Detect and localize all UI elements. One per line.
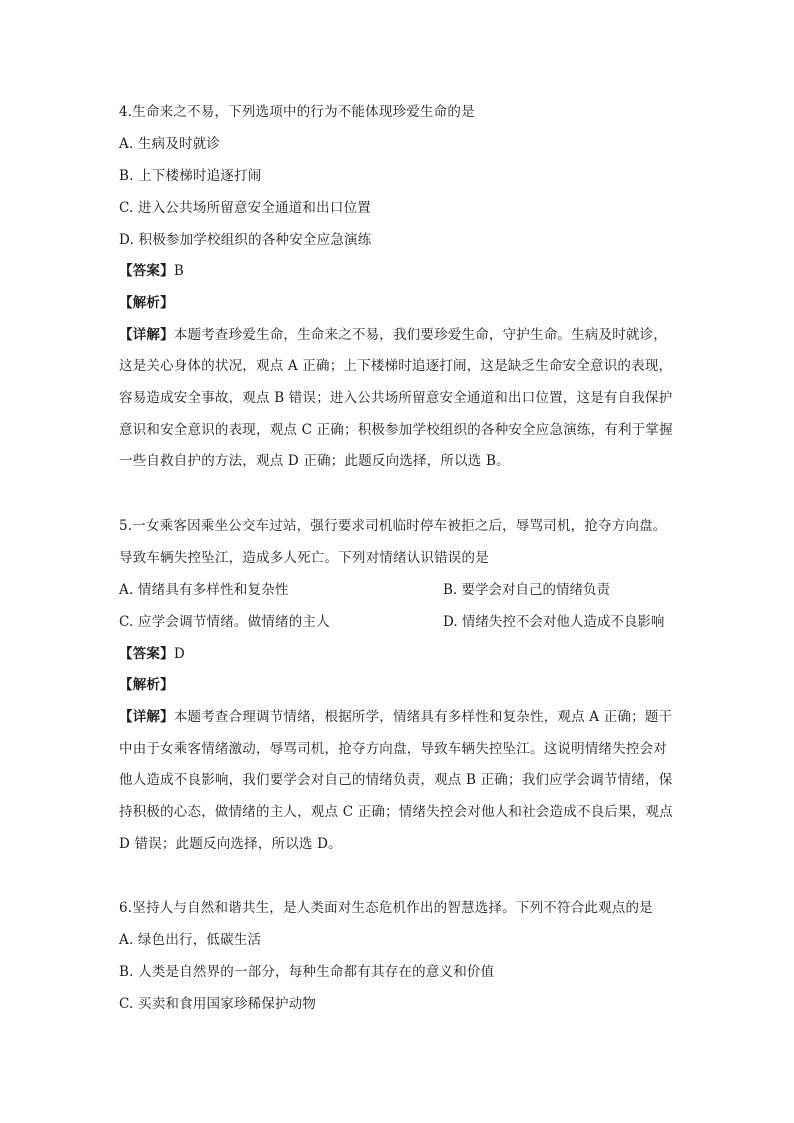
q5-answer xyxy=(119,644,185,664)
q4-analysis-label: 【解析】 xyxy=(119,295,174,311)
q5-option-b: B. 要学会对自己的情绪负责 xyxy=(443,582,611,598)
q4-option-b: B. 上下楼梯时追逐打闹 xyxy=(119,168,262,184)
q4-answer xyxy=(119,261,184,281)
q4-option-c: C. 进入公共场所留意安全通道和出口位置 xyxy=(119,200,371,216)
q4-detail-line-2: 这是关心身体的状况，观点 A 正确；上下楼梯时追逐打闹，这是缺乏生命安全意识的表现， xyxy=(119,358,673,374)
q4-detail-line-1: 【详解】本题考查珍爱生命，生命来之不易，我们要珍爱生命，守护生命。生病及时就诊， xyxy=(119,327,668,343)
q5-analysis-label: 【解析】 xyxy=(119,677,174,693)
q6-stem: 6.坚持人与自然和谐共生，是人类面对生态危机作出的智慧选择。下列不符合此观点的是 xyxy=(119,900,653,916)
q5-detail-line-5: D 错误；此题反向选择，所以选 D。 xyxy=(119,836,342,852)
q4-detail-line-4: 意识和安全意识的表现，观点 C 正确；积极参加学校组织的各种安全应急演练，有利于掌握 xyxy=(119,422,673,438)
q5-detail-line-1: 【详解】本题考查合理调节情绪，根据所学，情绪具有多样性和复杂性，观点 A 正确；题干 xyxy=(119,709,673,725)
q6-option-c: C. 买卖和食用国家珍稀保护动物 xyxy=(119,996,317,1012)
q5-detail-line-4: 持积极的心态，做情绪的主人，观点 C 正确；情绪失控会对他人和社会造成不良后果，观点 xyxy=(119,804,673,820)
q4-option-d: D. 积极参加学校组织的各种安全应急演练 xyxy=(119,232,372,248)
q4-answer-value: B xyxy=(173,263,184,279)
q4-option-a: A. 生病及时就诊 xyxy=(119,136,221,152)
q5-answer-value: D xyxy=(173,646,185,662)
q4-detail-line-3: 容易造成安全事故，观点 B 错误；进入公共场所留意安全通道和出口位置，这是有自我保护 xyxy=(119,390,673,406)
q4-stem: 4.生命来之不易，下列选项中的行为不能体现珍爱生命的是 xyxy=(119,104,475,120)
q5-detail-line-3: 他人造成不良影响，我们要学会对自己的情绪负责，观点 B 正确；我们应学会调节情绪，保 xyxy=(119,772,673,788)
q5-option-d: D. 情绪失控不会对他人造成不良影响 xyxy=(443,614,665,630)
q5-stem-line-1: 5.一女乘客因乘坐公交车过站，强行要求司机临时停车被拒之后，辱骂司机，抢夺方向盘。 xyxy=(119,518,667,534)
q5-detail-label: 【详解】 xyxy=(119,709,174,725)
q4-detail-label: 【详解】 xyxy=(119,327,174,343)
q5-stem-line-2: 导致车辆失控坠江，造成多人死亡。下列对情绪认识错误的是 xyxy=(119,550,489,566)
q5-option-a: A. 情绪具有多样性和复杂性 xyxy=(119,582,289,598)
q6-option-b: B. 人类是自然界的一部分，每种生命都有其存在的意义和价值 xyxy=(119,964,495,980)
q4-answer-label: 【答案】 xyxy=(119,263,174,279)
q6-option-a: A. 绿色出行，低碳生活 xyxy=(119,932,262,948)
q5-detail-line-2: 中由于女乘客情绪激动，辱骂司机，抢夺方向盘，导致车辆失控坠江。这说明情绪失控会对 xyxy=(119,741,667,757)
q5-option-c: C. 应学会调节情绪。做情绪的主人 xyxy=(119,614,330,630)
q5-answer-label: 【答案】 xyxy=(119,646,174,662)
q4-detail-line-5: 一些自救自护的方法，观点 D 正确；此题反向选择，所以选 B。 xyxy=(119,453,510,469)
